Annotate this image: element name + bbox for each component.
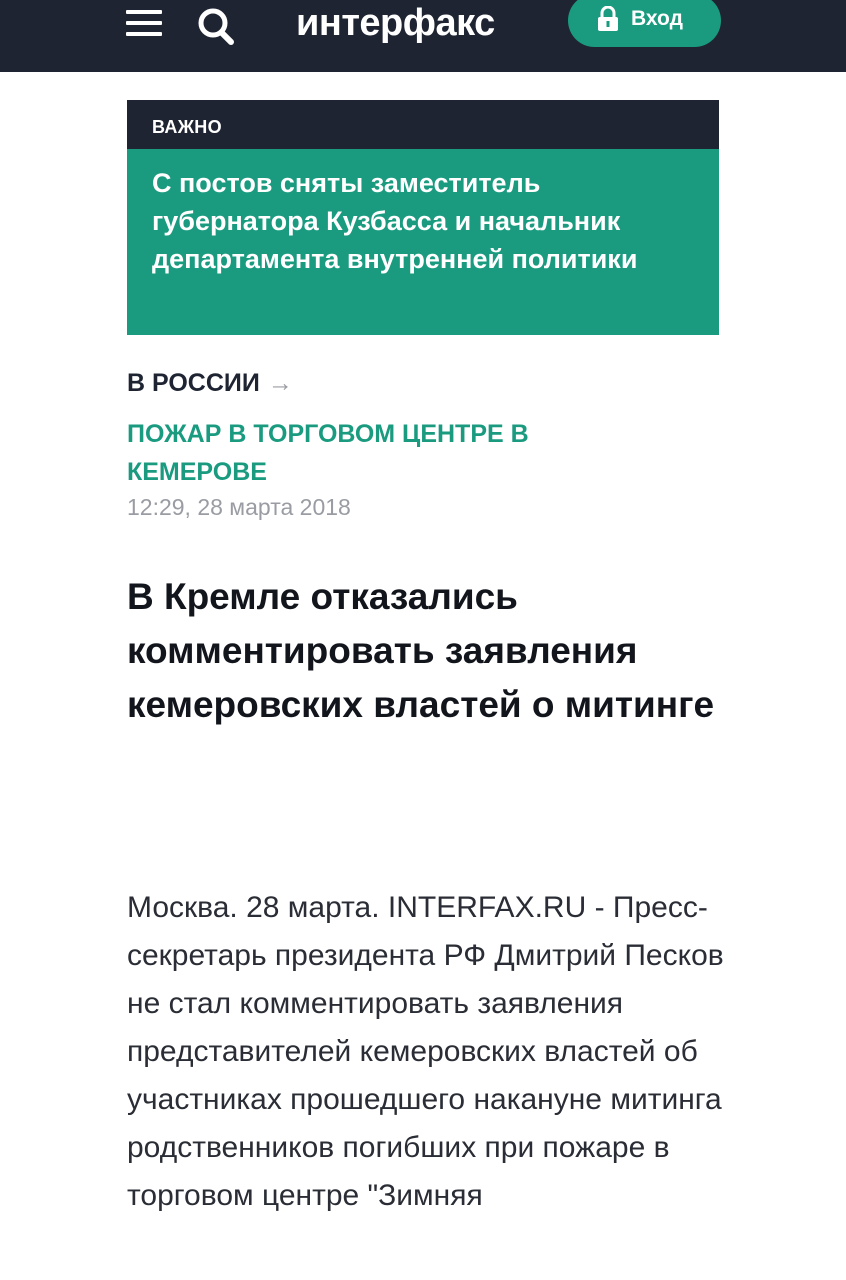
important-news-link[interactable]: С постов сняты заместитель губернатора Кузбасса и начальник департамента внутренней политики [127, 149, 719, 335]
section-link[interactable] [127, 369, 293, 398]
top-navigation-bar [0, 0, 846, 72]
lock-icon [596, 6, 620, 38]
search-icon[interactable] [196, 4, 236, 46]
arrow-right-icon: → [267, 369, 293, 397]
important-news-block [127, 100, 719, 335]
publish-date: 12:29, 28 марта 2018 [127, 494, 351, 520]
login-label: Вход [631, 7, 683, 30]
login-button[interactable] [568, 0, 721, 47]
article-title: В Кремле отказались комментировать заявления кемеровских властей о митинге [127, 576, 715, 725]
site-logo[interactable]: интерфакс [296, 2, 495, 44]
section-label: В РОССИИ [127, 369, 260, 397]
menu-icon[interactable] [126, 6, 162, 40]
article-body: Москва. 28 марта. INTERFAX.RU - Пресс-секретарь президента РФ Дмитрий Песков не стал комментировать заявления представителей кемеровских властей об участниках прошедшего накануне митинга родственников погибших при пожаре в торговом центре "Зимняя [127, 891, 724, 1212]
important-label: ВАЖНО [127, 100, 719, 149]
story-tag-link[interactable]: ПОЖАР В ТОРГОВОМ ЦЕНТРЕ В КЕМЕРОВЕ [127, 420, 529, 486]
